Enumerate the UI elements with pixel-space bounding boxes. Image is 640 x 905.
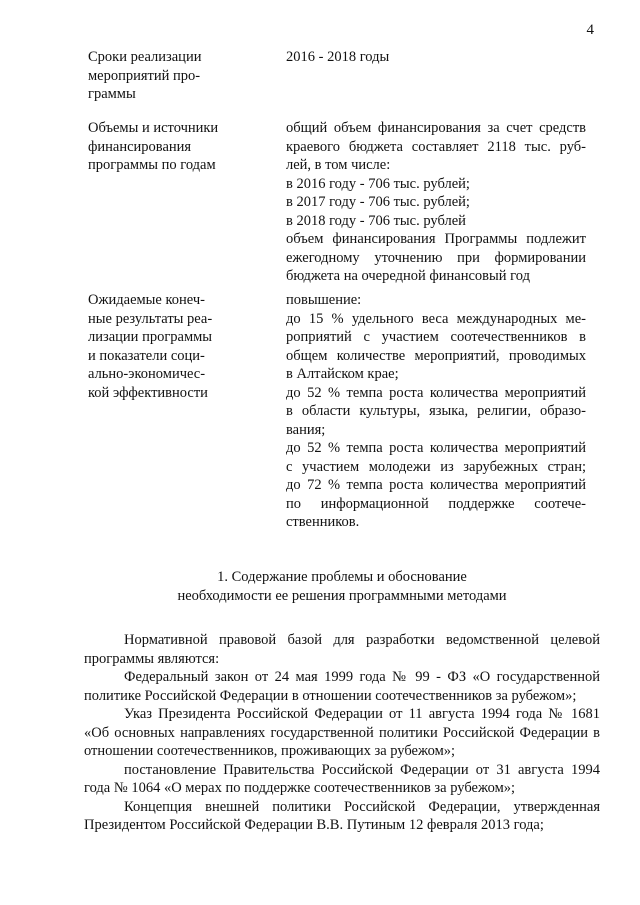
- paragraph: Указ Президента Российской Федерации от 11 августа 1994 года № 1681 «Об основных направлениях государственной политики Российской Федерации в отношении соотечественников, проживающих за рубежом»;: [84, 706, 600, 759]
- section-heading: 1. Содержание проблемы и обоснование необходимости ее решения программными методами: [177, 569, 507, 604]
- passport-value: общий объем финансирования за счет средств краевого бюджета составляет 2118 тыс. руб- лей, в том числе: в 2016 году - 706 тыс. рублей; в 2017 году - 706 тыс. рублей; в 2018 году - 706 тыс. рублей объем финансирования Программы подлежит ежегодному уточнению при формировании бюджета на очередной финансовый год: [286, 120, 586, 284]
- paragraph: Федеральный закон от 24 мая 1999 года № 99 - ФЗ «О государственной политике Российской Федерации в отношении соотечественников за рубежом»;: [84, 669, 600, 704]
- passport-row-results: [88, 291, 598, 532]
- program-passport-table: [88, 48, 598, 532]
- passport-label: Ожидаемые конеч- ные результаты реа- лизации программы и показатели соци- ально-экономичес- кой эффективности: [88, 292, 213, 401]
- paragraph: Концепция внешней политики Российской Федерации, утвержденная Президентом Российской Федерации В.В. Путиным 12 февраля 2013 года;: [84, 798, 600, 833]
- passport-row-timeline: [88, 48, 598, 119]
- paragraph: постановление Правительства Российской Федерации от 31 августа 1994 года № 1064 «О мерах по поддержке соотечественников за рубежом»;: [84, 761, 600, 796]
- passport-value: повышение: до 15 % удельного веса международных ме- роприятий с участием соотечественников в общем количестве мероприятий, проводимых в Алтайском крае; до 52 % темпа роста количества мероприятий в области культуры, языка, религии, образо- вания; до 52 % темпа роста количества мероприятий с участием молодежи из зарубежных стран; до 72 % темпа роста количества мероприятий по информационной поддержке соотече- ственников.: [286, 292, 586, 530]
- passport-label: Сроки реализации мероприятий про- граммы: [88, 49, 202, 102]
- passport-value: 2016 - 2018 годы: [286, 49, 390, 65]
- passport-row-funding: [88, 119, 598, 291]
- section-problem-content: [84, 568, 600, 835]
- paragraph: Нормативной правовой базой для разработки ведомственной целевой программы являются:: [84, 632, 600, 667]
- passport-label: Объемы и источники финансирования программы по годам: [88, 120, 219, 173]
- section-body: [84, 631, 600, 835]
- page-number: 4: [586, 22, 594, 38]
